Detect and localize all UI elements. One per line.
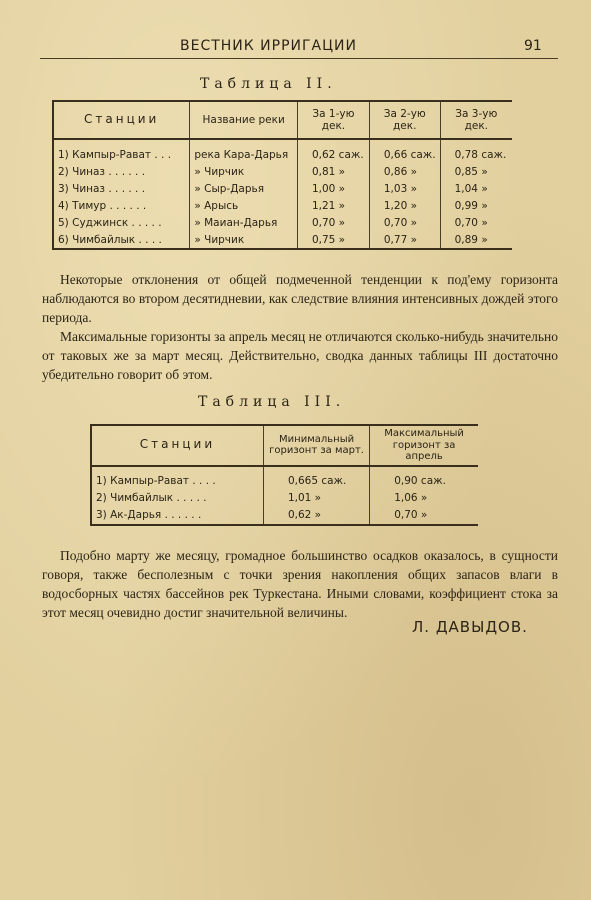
max-cell: 1,06 »: [394, 492, 428, 504]
station-cell: 2) Чимбайлык . . . . .: [91, 490, 263, 507]
table2-header-dec2: За 2-ую дек.: [369, 101, 440, 139]
dec3-cell: 0,70 »: [454, 216, 488, 229]
river-cell: » Арысь: [190, 197, 298, 214]
river-cell: » Сыр-Дарья: [190, 180, 298, 197]
table3-header-max: Максимальный горизонт за апрель: [370, 425, 478, 466]
dec1-cell: 0,62 саж.: [297, 139, 369, 163]
table-row: [53, 180, 512, 197]
dec1-cell: 0,70 »: [297, 214, 369, 231]
table-3: [90, 424, 478, 526]
table3-caption: Таблица III.: [198, 394, 346, 410]
table-row: [53, 163, 512, 180]
header-rule: [40, 58, 558, 59]
dec3-cell: 0,78 саж.: [454, 148, 507, 161]
max-cell: 0,70 »: [394, 509, 428, 521]
dec1-cell: 0,75 »: [297, 231, 369, 249]
dec2-cell: 1,20 »: [369, 197, 440, 214]
river-cell: » Чирчик: [190, 231, 298, 249]
max-cell: 0,90 саж.: [394, 475, 446, 487]
table3-header-min: Минимальный горизонт за март.: [263, 425, 369, 466]
table-row: [53, 231, 512, 249]
table2-header-dec1: За 1-ую дек.: [297, 101, 369, 139]
author-signature: Л. ДАВЫДОВ.: [412, 618, 528, 636]
dec2-cell: 0,86 »: [369, 163, 440, 180]
station-cell: 6) Чимбайлык . . . .: [53, 231, 190, 249]
page-header: [0, 0, 591, 62]
table2-header-row: [53, 101, 512, 139]
paragraph-2: Максимальные горизонты за апрель месяц не отличаются сколько-нибудь значительно от таковых же за март месяц. Действительно, сводка данных таблицы III достаточно убедительно говорит об этом.: [42, 329, 558, 382]
dec3-cell: 0,85 »: [454, 165, 488, 178]
table-row: [91, 490, 478, 507]
table3-header-row: [91, 425, 478, 466]
min-cell: 0,62 »: [263, 507, 369, 525]
paragraph-3: Подобно марту же месяцу, громадное большинство осадков оказалось, в сущности говоря, также бесполезным с точки зрения накопления общих запасов влаги в водосборных частях бассейнов рек Туркестана. Иными словами, коэффициент стока за этот месяц очевидно достиг значительной величины.: [42, 548, 558, 620]
station-cell: 5) Суджинск . . . . .: [53, 214, 190, 231]
table2-header-river: Название реки: [190, 101, 298, 139]
dec2-cell: 0,77 »: [369, 231, 440, 249]
dec2-cell: 0,66 саж.: [369, 139, 440, 163]
station-cell: 3) Ак-Дарья . . . . . .: [91, 507, 263, 525]
table2-header-station: Станции: [53, 101, 190, 139]
table-row: [53, 197, 512, 214]
dec1-cell: 0,81 »: [297, 163, 369, 180]
station-cell: 2) Чиназ . . . . . .: [53, 163, 190, 180]
dec3-cell: 1,04 »: [454, 182, 488, 195]
dec1-cell: 1,21 »: [297, 197, 369, 214]
journal-title: ВЕСТНИК ИРРИГАЦИИ: [180, 38, 357, 54]
dec3-cell: 0,89 »: [454, 233, 488, 246]
table2-caption: Таблица II.: [200, 76, 337, 92]
dec2-cell: 0,70 »: [369, 214, 440, 231]
station-cell: 3) Чиназ . . . . . .: [53, 180, 190, 197]
river-cell: » Чирчик: [190, 163, 298, 180]
table3-header-station: Станции: [91, 425, 263, 466]
page-number: 91: [524, 38, 542, 54]
river-cell: » Маиан-Дарья: [190, 214, 298, 231]
min-cell: 1,01 »: [263, 490, 369, 507]
station-cell: 1) Кампыр-Рават . . .: [53, 139, 190, 163]
dec3-cell: 0,99 »: [454, 199, 488, 212]
station-cell: 1) Кампыр-Рават . . . .: [91, 466, 263, 490]
table2-header-dec3: За 3-ую дек.: [440, 101, 512, 139]
station-cell: 4) Тимур . . . . . .: [53, 197, 190, 214]
dec2-cell: 1,03 »: [369, 180, 440, 197]
table-row: [53, 214, 512, 231]
river-cell: река Кара-Дарья: [190, 139, 298, 163]
table-row: [91, 507, 478, 525]
min-cell: 0,665 саж.: [263, 466, 369, 490]
table-2: [52, 100, 512, 250]
table-row: [91, 466, 478, 490]
dec1-cell: 1,00 »: [297, 180, 369, 197]
paragraph-1: Некоторые отклонения от общей подмеченной тенденции к под'ему горизонта наблюдаются во втором десятидневии, как следствие влияния интенсивных дождей этого периода.: [42, 272, 558, 325]
table-row: [53, 139, 512, 163]
